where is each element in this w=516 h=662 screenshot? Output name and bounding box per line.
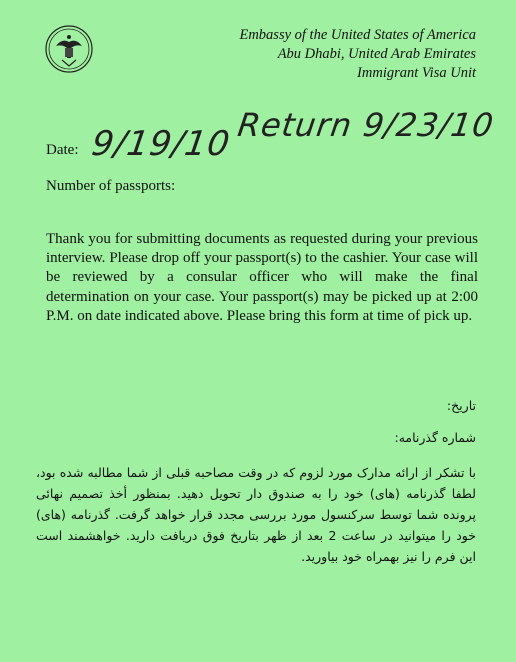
embassy-header xyxy=(239,26,476,83)
passports-label: Number of passports: xyxy=(46,178,176,194)
persian-date-label: تاریخ: xyxy=(446,398,476,413)
persian-instructions: با تشکر از ارائه مدارک مورد لزوم که در وقت مصاحبه قبلی از شما مطالبه شده بود، لطفا گذرنامه (های) خود را به صندوق دار تحویل دهید. بمنظور أخذ تصمیم نهائی پرونده شما توسط سرکنسول مورد بررسی مجدد قرار خواهد گرفت. گذرنامه (های) خود را میتوانید در ساعت 2 بعد از ظهر بتاریخ فوق دریافت دارید. خواهشمند است این فرم را نیز بهمراه خود بیاورید. xyxy=(36,465,476,564)
header-line-unit: Immigrant Visa Unit xyxy=(357,65,476,81)
english-instructions: Thank you for submitting documents as requested during your previous interview. Please drop off your passport(s) to the cashier. Your case will be reviewed by a consular officer who will make the final determination on your case. Your passport(s) may be picked up at 2:00 P.M. on date indicated above. Please bring this form at time of pick up. xyxy=(46,231,478,324)
header-line-embassy: Embassy of the United States of America xyxy=(239,27,476,43)
handwritten-date: 9/19/10 xyxy=(89,124,233,164)
handwritten-return-note: Return 9/23/10 xyxy=(235,106,497,144)
date-label: Date: xyxy=(46,142,79,158)
us-great-seal-icon xyxy=(44,24,94,74)
header-line-location: Abu Dhabi, United Arab Emirates xyxy=(277,46,476,62)
persian-passports-label: شماره گذرنامه: xyxy=(394,430,476,445)
